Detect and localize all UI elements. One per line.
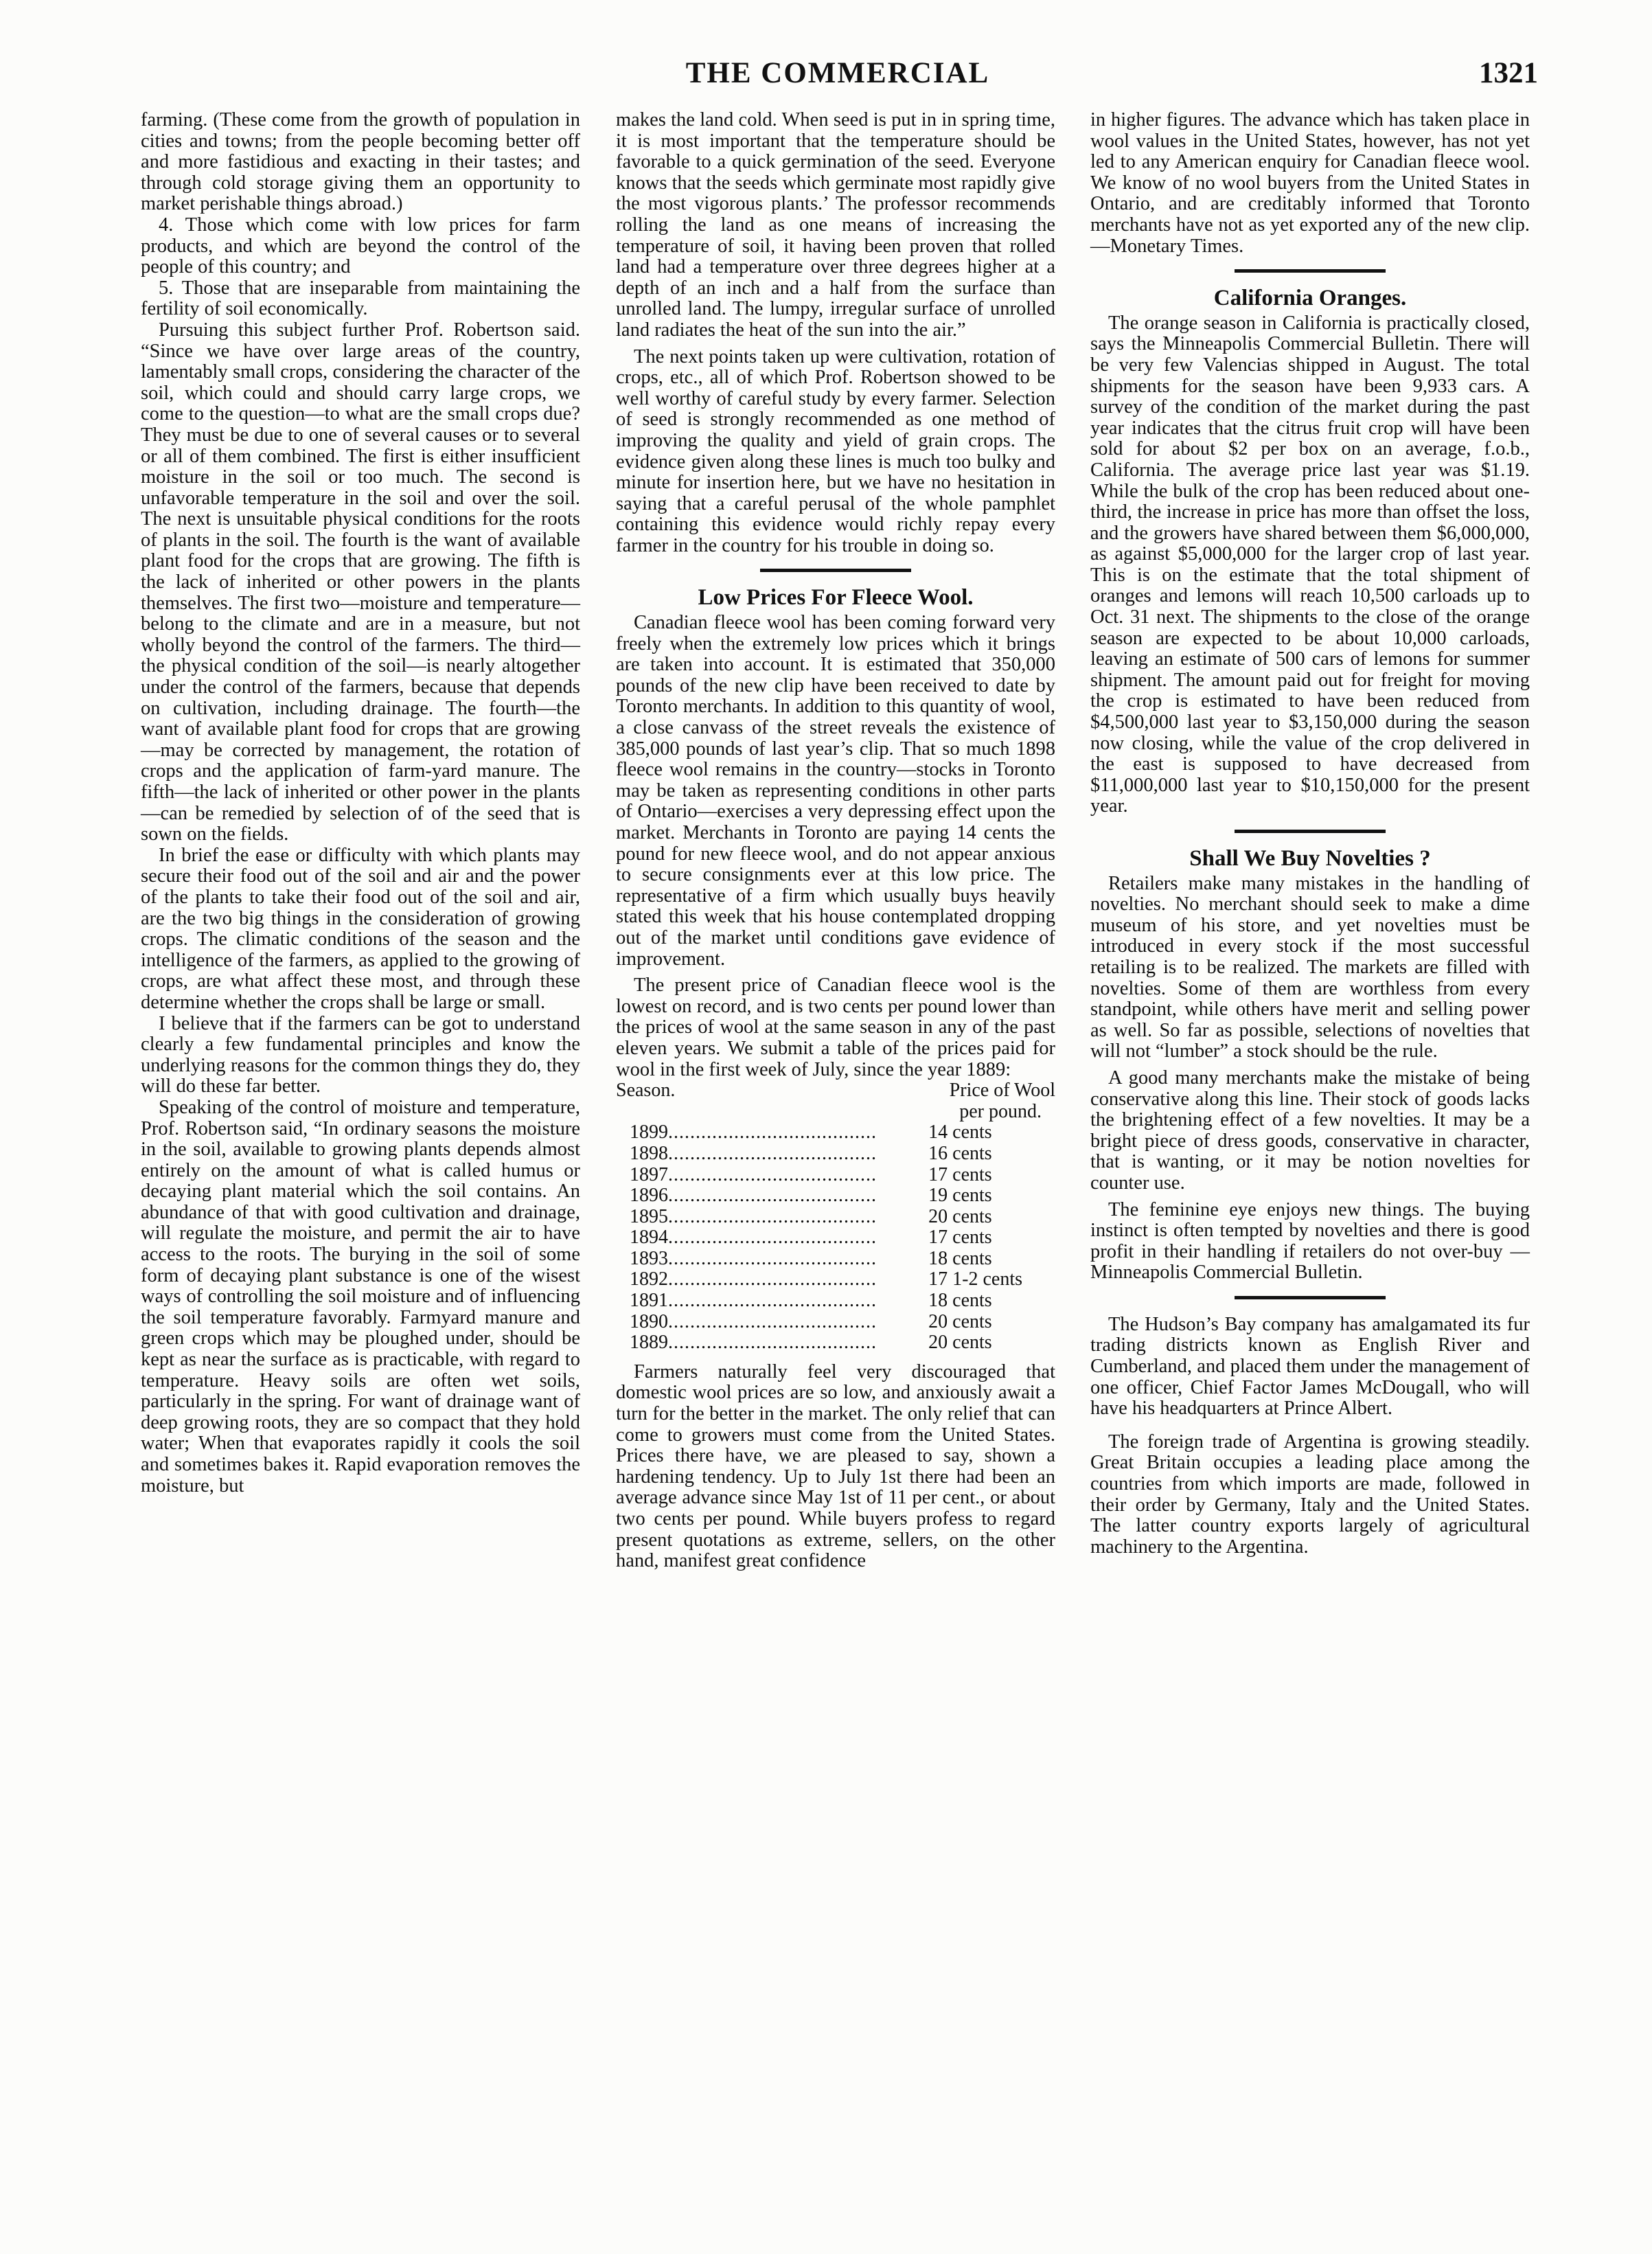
season-value: 1891 [630, 1290, 668, 1312]
table-cell-season [616, 1332, 928, 1354]
table-cell-price: 17 cents [928, 1163, 992, 1185]
paragraph: Farmers naturally feel very discouraged that domestic wool prices are so low, and anxiously await a turn for the better in the market. The only relief that can come to growers must come from the United States. Prices there have, we are pleased to say, shown a hardening tendency. Up to July 1st there had been an average advance since May 1st of 11 per cent., or about two cents per pound. While buyers profess to regard present quotations as extreme, sellers, on the other hand, manifest great confidence [616, 1361, 1055, 1572]
dot-leader: ...................................... [668, 1247, 877, 1269]
season-value: 1896 [630, 1185, 668, 1207]
paragraph: Pursuing this subject further Prof. Robertson said. “Since we have over large areas of the country, lamentably small crops, considering the character of the soil, which could and should carry large crops, we come to the question—to what are the small crops due? They must be due to one of several causes or to several or all of them combined. The first is either insufficient moisture in the soil or too much. The second is unfavorable temperature in the soil and over the soil. The next is unsuitable physical conditions for the roots of plants in the soil. The fourth is the want of available plant food for the crops that are growing. The fifth is the lack of inherited or other powers in the plants themselves. The first two—moisture and temperature—belong to the climate and are in a measure, but not wholly beyond the control of the farmers. The third—the physical condition of the soil—is nearly altogether under the control of the farmers, because that depends on cultivation, including drainage. The fourth—the want of available plant food for crops that are growing—may be corrected by management, the rotation of crops and the application of farm-yard manure. The fifth—the lack of inherited or other power in the plants—can be remedied by selection of of the seed that is sown on the fields. [141, 319, 580, 845]
table-row [616, 1165, 1055, 1186]
paragraph: makes the land cold. When seed is put in in spring time, it is most important that the temperature should be favorable to a quick germination of the seed. Everyone knows that the seeds which germinate most rapidly give the most vigorous plants.’ The professor recommends rolling the land as one means of increasing the temperature of soil, it having been proven that rolled land had a temperature over three degrees higher at a depth of an inch and a half from the surface than unrolled land. The lumpy, irregular surface of unrolled land radiates the heat of the sun into the air.” [616, 109, 1055, 341]
paragraph: I believe that if the farmers can be got to understand clearly a few fundamental principles and know the underlying reasons for the common things they do, they will do these far better. [141, 1012, 580, 1097]
table-header-season: Season. [616, 1080, 676, 1102]
season-value: 1898 [630, 1142, 668, 1164]
section-divider [1235, 830, 1386, 833]
paragraph: The next points taken up were cultivation, rotation of crops, etc., all of which Prof. Robertson showed to be well worthy of careful study by every farmer. Selection of seed is strongly recommended as one method of improving the quality and yield of grain crops. The evidence given along these lines is much too bulky and minute for insertion here, but we have no hesitation in saying that a careful perusal of the whole pamphlet containing this evidence would richly repay every farmer in the country for his trouble in doing so. [616, 345, 1055, 556]
paragraph: The Hudson’s Bay company has amalgamated its fur trading districts known as English River and Cumberland, and placed them under the management of one officer, Chief Factor James McDougall, who will have his headquarters at Prince Albert. [1090, 1313, 1530, 1420]
paragraph: Speaking of the control of moisture and temperature, Prof. Robertson said, “In ordinary seasons the moisture in the soil, available to growing plants depends almost entirely on the amount of what is called humus or decaying plant material which the soil contains. An abundance of that with good cultivation and drainage, will regulate the moisture, and permit the air to have access to the roots. The burying in the soil of some form of decaying plant substance is one of the wisest ways of controlling the soil moisture and of influencing the soil temperature favorably. Farmyard manure and green crops which may be ploughed under, should be kept as near the surface as is practicable, with regard to temperature. Heavy soils are often wet soils, particularly in the spring. For want of drainage want of deep growing roots, they are so compact that they hold water; When that evaporates rapidly it cools the soil and sometimes bakes it. Rapid evaporation removes the moisture, but [141, 1096, 580, 1496]
table-header-price-line2: per pound. [959, 1100, 1042, 1122]
table-cell-price: 19 cents [928, 1185, 992, 1207]
paragraph: The feminine eye enjoys new things. The buying instinct is often tempted by novelties and there is good profit in their handling if retailers do not over-buy — Minneapolis Commercial Bulletin. [1090, 1198, 1530, 1284]
season-value: 1897 [630, 1163, 668, 1185]
dot-leader: ...................................... [668, 1163, 877, 1185]
wool-price-table [616, 1080, 1055, 1354]
table-cell-season [616, 1143, 928, 1165]
publication-title: THE COMMERCIAL [685, 57, 990, 89]
column-3 [1090, 110, 1530, 1558]
table-row [616, 1185, 1055, 1207]
season-value: 1894 [630, 1227, 668, 1249]
table-cell-season [616, 1227, 928, 1249]
table-row [616, 1312, 1055, 1333]
page-number: 1321 [1479, 57, 1538, 89]
season-value: 1895 [630, 1205, 668, 1227]
season-value: 1889 [630, 1332, 668, 1354]
dot-leader: ...................................... [668, 1185, 877, 1207]
table-row [616, 1290, 1055, 1312]
table-row [616, 1143, 1055, 1165]
section-divider [760, 569, 911, 572]
table-row [616, 1227, 1055, 1249]
table-cell-price: 18 cents [928, 1247, 992, 1269]
paragraph: The orange season in California is practically closed, says the Minneapolis Commercial Bulletin. There will be very few Valencias shipped in August. The total shipments for the season have been 9,933 cars. A survey of the condition of the market during the past year indicates that the citrus fruit crop will have been sold for about $2 per box on an average, f.o.b., California. The average price last year was $1.19. While the bulk of the crop has been reduced about one-third, the increase in price has more than offset the loss, and the growers have shared between them $6,000,000, as against $5,000,000 for the larger crop of last year. This is on the estimate that the total shipment of oranges and lemons will reach 10,500 carloads up to Oct. 31 next. The shipments to the close of the orange season are expected to be about 10,000 carloads, leaving an estimate of 500 cars of lemons for summer shipment. The amount paid out for freight for moving the crop is estimated to have been reduced from $4,500,000 last year to $3,150,000 during the season now closing, while the value of the crop delivered in the east is supposed to have decreased from $11,000,000 last year to $10,150,000 for the present year. [1090, 312, 1530, 817]
paragraph: In brief the ease or difficulty with which plants may secure their food out of the soil and air and the power of the plants to take their food out of the soil and air, are the two big things in the consideration of growing crops. The climatic conditions of the season and the intelligence of the farmers, as applied to the growing of crops, are what affect these most, and through these determine whether the crops shall be large or small. [141, 844, 580, 1013]
dot-leader: ...................................... [668, 1122, 877, 1143]
table-cell-season [616, 1290, 928, 1312]
table-cell-price: 16 cents [928, 1142, 992, 1164]
paragraph: 5. Those that are inseparable from maintaining the fertility of soil economically. [141, 277, 580, 320]
season-value: 1892 [630, 1268, 668, 1290]
table-cell-season [616, 1269, 928, 1290]
table-cell-price: 20 cents [928, 1205, 992, 1227]
dot-leader: ...................................... [668, 1142, 877, 1164]
article-title-fleece-wool: Low Prices For Fleece Wool. [698, 585, 974, 611]
dot-leader: ...................................... [668, 1310, 877, 1332]
table-row [616, 1249, 1055, 1270]
dot-leader: ...................................... [668, 1268, 877, 1290]
paragraph: Canadian fleece wool has been coming forward very freely when the extremely low prices which it brings are taken into account. It is estimated that 350,000 pounds of the new clip have been received to date by Toronto merchants. In addition to this quantity of wool, a close canvass of the street reveals the existence of 385,000 pounds of last year’s clip. That so much 1898 fleece wool remains in the country—stocks in Toronto may be taken as representing conditions in other parts of Ontario—exercises a very depressing effect upon the market. Merchants in Toronto are paying 14 cents the pound for new fleece wool, and do not appear anxious to secure consignments ever at this low price. The representative of a firm which usually buys heavily stated this week that his house contemplated dropping out of the market until conditions gave evidence of improvement. [616, 612, 1055, 970]
table-cell-season [616, 1122, 928, 1143]
page-header [137, 56, 1538, 98]
paragraph: The foreign trade of Argentina is growing steadily. Great Britain occupies a leading place among the countries from which imports are made, followed in their order by Germany, Italy and the United States. The latter country exports largely of agricultural machinery to the Argentina. [1090, 1431, 1530, 1558]
paragraph: 4. Those which come with low prices for farm products, and which are beyond the control of the people of this country; and [141, 214, 580, 278]
column-1 [141, 110, 580, 1496]
season-value: 1899 [630, 1122, 668, 1143]
paragraph: The present price of Canadian fleece wool is the lowest on record, and is two cents per pound lower than the prices of wool at the same season in any of the past eleven years. We submit a table of the prices paid for wool in the first week of July, since the year 1889: [616, 975, 1055, 1080]
table-cell-price: 14 cents [928, 1122, 992, 1143]
article-title-california-oranges: California Oranges. [1213, 286, 1407, 311]
section-divider [1235, 1296, 1386, 1299]
table-cell-season [616, 1185, 928, 1207]
paragraph: A good many merchants make the mistake of being conservative along this line. Their stock of goods lacks the brightening effect of a few novelties. It may be a bright piece of dress goods, conservative in character, that is wanting, or it may be notion novelties for counter use. [1090, 1067, 1530, 1194]
dot-leader: ...................................... [668, 1290, 877, 1312]
table-cell-season [616, 1207, 928, 1228]
table-row [616, 1269, 1055, 1290]
table-cell-season [616, 1312, 928, 1333]
table-cell-price: 20 cents [928, 1332, 992, 1354]
table-cell-price: 17 1-2 cents [928, 1268, 1022, 1290]
table-cell-price: 17 cents [928, 1227, 992, 1249]
season-value: 1890 [630, 1310, 668, 1332]
column-2 [616, 110, 1055, 1572]
paragraph: in higher figures. The advance which has taken place in wool values in the United States, however, has not yet led to any American enquiry for Canadian fleece wool. We know of no wool buyers from the United States in Ontario, and are creditably informed that Toronto merchants have not as yet exported any of the new clip.—Monetary Times. [1090, 109, 1530, 257]
table-cell-price: 20 cents [928, 1310, 992, 1332]
table-row [616, 1207, 1055, 1228]
section-divider [1235, 269, 1386, 273]
paragraph: farming. (These come from the growth of population in cities and towns; from the people becoming better off and more fastidious and exacting in their tastes; and through cold storage giving them an opportunity to market perishable things abroad.) [141, 109, 580, 215]
paragraph: Retailers make many mistakes in the handling of novelties. No merchant should seek to make a dime museum of his store, and yet novelties must be introduced in every stock if the most successful retailing is to be realized. The markets are filled with novelties. Some of them are worthless from every standpoint, while others have merit and selling power as well. So far as possible, selections of novelties that will not “lumber” a stock should be the rule. [1090, 872, 1530, 1062]
table-header-price [928, 1080, 1055, 1122]
article-title-novelties: Shall We Buy Novelties ? [1189, 846, 1431, 871]
dot-leader: ...................................... [668, 1227, 877, 1249]
dot-leader: ...................................... [668, 1332, 877, 1354]
table-cell-season [616, 1249, 928, 1270]
table-cell-price: 18 cents [928, 1290, 992, 1312]
table-header-price-line1: Price of Wool [949, 1080, 1055, 1102]
table-row [616, 1122, 1055, 1143]
dot-leader: ...................................... [668, 1205, 877, 1227]
season-value: 1893 [630, 1247, 668, 1269]
table-row [616, 1332, 1055, 1354]
table-cell-season [616, 1165, 928, 1186]
